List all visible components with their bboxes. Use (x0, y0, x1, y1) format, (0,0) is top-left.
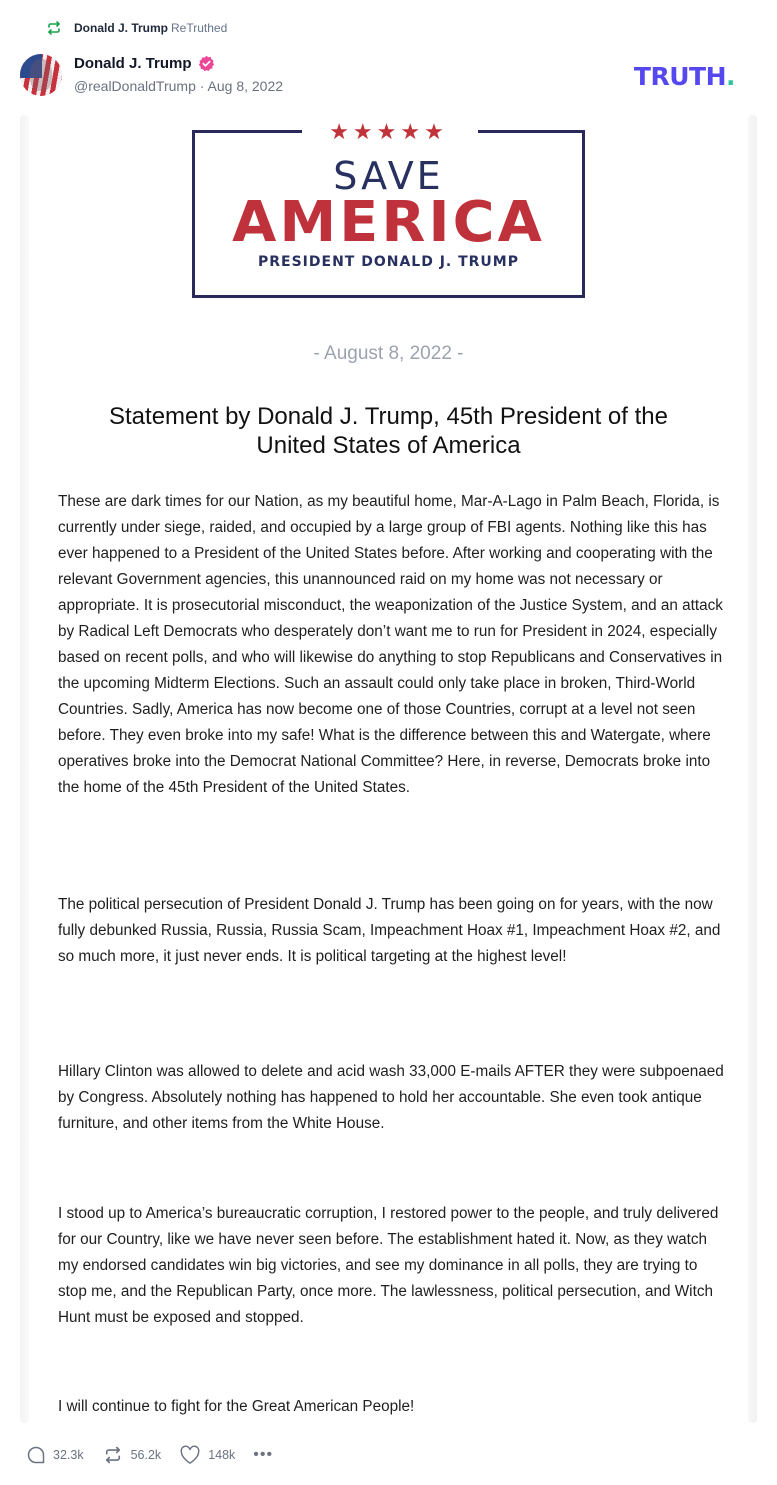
statement-title-text: Statement by Donald J. Trump, 45th President of the United States of America (109, 403, 668, 459)
logo-line-america: AMERICA (232, 190, 545, 255)
save-america-logo (192, 119, 585, 298)
author-name[interactable]: Donald J. Trump (74, 55, 192, 72)
reply-button[interactable] (26, 1445, 84, 1465)
avatar[interactable] (20, 54, 62, 96)
retruth-banner (46, 18, 227, 38)
statement-paragraph-2: The political persecution of President Donald J. Trump has been going on for years, with the now fully debunked Russia, Russia, Russia Scam, Impeachment Hoax #1, Impeachment Hoax #2, and so much more, it just never ends. It is political targeting at the highest level! (58, 896, 721, 965)
more-options-button[interactable] (253, 1446, 273, 1464)
author-handle-date: @realDonaldTrump · Aug 8, 2022 (74, 78, 284, 94)
retruth-label: ReTruthed (171, 21, 228, 35)
image-edge-left (20, 115, 29, 1423)
post-header (20, 54, 757, 98)
post-image[interactable] (20, 115, 757, 1423)
statement-paragraph-1: These are dark times for our Nation, as my beautiful home, Mar-A-Lago in Palm Beach, Florida, is currently under siege, raided, and occupied by a large group of FBI agents. Nothing like this has ever happened to a President of the United States before. After working and cooperating with the relevant Government agencies, this unannounced raid on my home was not necessary or appropriate. It is prosecutorial misconduct, the weaponization of the Justice System, and an attack by Radical Left Democrats who desperately don’t want me to run for President in 2024, especially based on recent polls, and who will likewise do anything to stop Republicans and Conservatives in the upcoming Midterm Elections. Such an assault could only take place in broken, Third-World Countries. Sadly, America has now become one of those Countries, corrupt at a level not seen before. They even broke into my safe! What is the difference between this and Watergate, where operatives broke into the Democrat National Committee? Here, in reverse, Democrats broke into the home of the 45th President of the United States. (58, 493, 723, 796)
more-icon: ••• (253, 1446, 274, 1463)
reply-count: 32.3k (53, 1448, 84, 1462)
logo-text: TRUTH (633, 62, 726, 91)
truth-social-logo[interactable] (634, 62, 735, 91)
like-count: 148k (208, 1448, 236, 1462)
like-button[interactable] (179, 1445, 235, 1465)
verified-badge-icon (198, 55, 215, 72)
avatar-face (30, 59, 52, 91)
retruth-author-link[interactable]: Donald J. Trump (74, 21, 169, 35)
statement-date: - August 8, 2022 - (313, 343, 464, 364)
retruth-count: 56.2k (130, 1448, 162, 1462)
image-edge-right (748, 115, 757, 1423)
author-name-row (74, 55, 215, 72)
retruth-button[interactable] (102, 1445, 162, 1465)
stars-icon: ★★★★★ (329, 119, 448, 144)
logo-line-save: SAVE (333, 154, 444, 198)
logo-subtitle: PRESIDENT DONALD J. TRUMP (257, 254, 519, 270)
statement-paragraph-5: I will continue to fight for the Great American People! (58, 1398, 415, 1415)
logo-dot: . (726, 62, 735, 91)
post-actions (26, 1444, 291, 1466)
statement-paragraph-4: I stood up to America’s bureaucratic corruption, I restored power to the people, and truly delivered for our Country, like we have never seen before. The establishment hated it. Now, as they watch my endorsed candidates win big victories, and see my dominance in all polls, they are trying to stop me, and the Republican Party, once more. The lawlessness, political persecution, and Witch Hunt must be exposed and stopped. (58, 1205, 719, 1326)
retruth-icon (46, 20, 62, 36)
statement-title (20, 402, 757, 460)
retruth-icon (102, 1445, 124, 1465)
heart-icon (179, 1445, 201, 1465)
statement-paragraph-3: Hillary Clinton was allowed to delete and acid wash 33,000 E-mails AFTER they were subpoenaed by Congress. Absolutely nothing has happened to hold her accountable. She even took antique furniture, and other items from the White House. (58, 1063, 724, 1132)
reply-icon (26, 1445, 46, 1465)
